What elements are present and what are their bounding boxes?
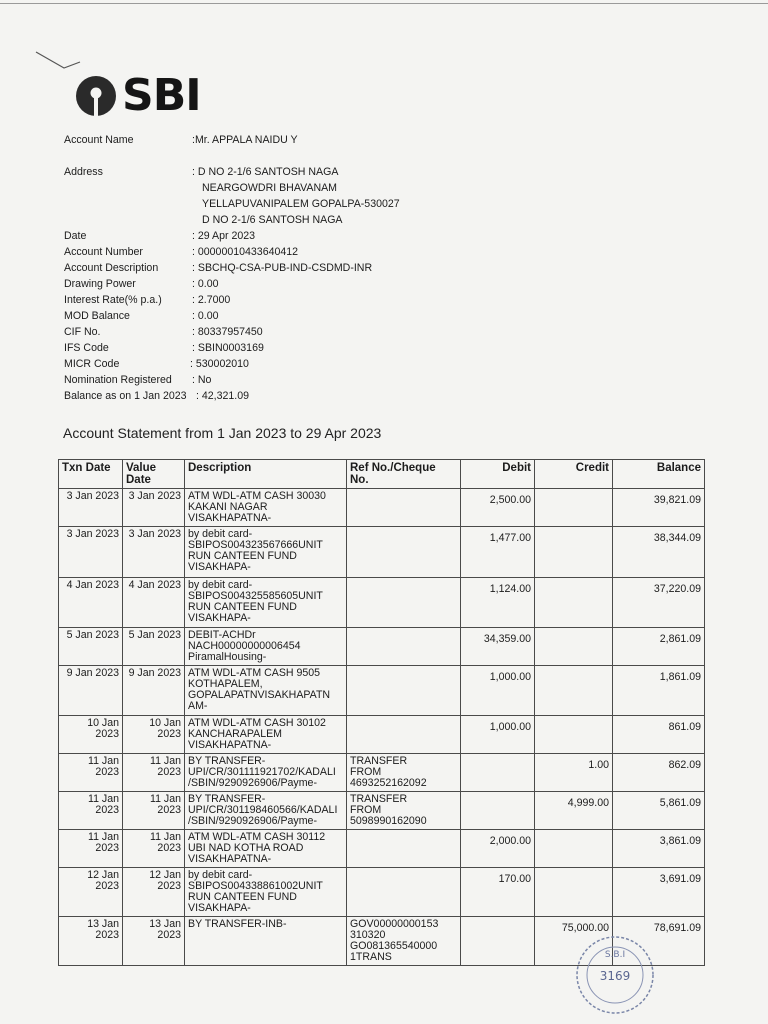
field-value: : 80337957450	[192, 326, 263, 338]
ref-cell: TRANSFER FROM 5098990162090	[347, 792, 461, 830]
table-row	[59, 489, 705, 527]
field-value: : SBIN0003169	[192, 342, 264, 354]
value-date-cell: 5 Jan 2023	[123, 628, 185, 666]
credit-cell	[535, 527, 613, 578]
txn-date-cell: 3 Jan 2023	[59, 489, 123, 527]
field-label: Account Description	[64, 262, 159, 274]
field-value: :Mr. APPALA NAIDU Y	[192, 134, 298, 146]
field-value: : SBCHQ-CSA-PUB-IND-CSDMD-INR	[192, 262, 373, 274]
header-debit: Debit	[461, 460, 535, 489]
txn-date-cell: 13 Jan 2023	[59, 917, 123, 966]
ref-cell	[347, 489, 461, 527]
header-ref-no: Ref No./Cheque No.	[347, 460, 461, 489]
debit-cell: 1,000.00	[461, 716, 535, 754]
ref-cell	[347, 527, 461, 578]
txn-date-cell: 10 Jan 2023	[59, 716, 123, 754]
ref-cell	[347, 868, 461, 917]
transactions-body	[59, 489, 705, 966]
credit-cell	[535, 578, 613, 628]
credit-cell	[535, 666, 613, 716]
credit-cell	[535, 489, 613, 527]
debit-cell: 1,000.00	[461, 666, 535, 716]
stamp-number: 3169	[599, 969, 631, 983]
txn-date-cell: 4 Jan 2023	[59, 578, 123, 628]
table-row	[59, 578, 705, 628]
field-value: D NO 2-1/6 SANTOSH NAGA	[202, 214, 343, 226]
ref-cell	[347, 666, 461, 716]
sbi-keyhole-logo-icon	[74, 74, 118, 118]
ref-cell	[347, 578, 461, 628]
description-cell: BY TRANSFER- UPI/CR/301198460566/KADALI /SBIN/9290926906/Payme-	[185, 792, 347, 830]
field-label: MOD Balance	[64, 310, 130, 322]
field-value: : 0.00	[192, 310, 219, 322]
value-date-cell: 11 Jan 2023	[123, 792, 185, 830]
table-header-row	[59, 460, 705, 489]
table-row	[59, 527, 705, 578]
description-cell: by debit card- SBIPOS004323567666UNIT RUN CANTEEN FUND VISAKHAPA-	[185, 527, 347, 578]
value-date-cell: 9 Jan 2023	[123, 666, 185, 716]
debit-cell: 34,359.00	[461, 628, 535, 666]
debit-cell: 170.00	[461, 868, 535, 917]
table-row	[59, 666, 705, 716]
value-date-cell: 10 Jan 2023	[123, 716, 185, 754]
ref-cell	[347, 716, 461, 754]
field-label: Address	[64, 166, 103, 178]
txn-date-cell: 11 Jan 2023	[59, 754, 123, 792]
txn-date-cell: 5 Jan 2023	[59, 628, 123, 666]
credit-cell	[535, 716, 613, 754]
value-date-cell: 13 Jan 2023	[123, 917, 185, 966]
value-date-cell: 11 Jan 2023	[123, 754, 185, 792]
header-credit: Credit	[535, 460, 613, 489]
txn-date-cell: 11 Jan 2023	[59, 792, 123, 830]
table-row	[59, 628, 705, 666]
credit-cell: 4,999.00	[535, 792, 613, 830]
debit-cell: 2,500.00	[461, 489, 535, 527]
field-value: : 0.00	[192, 278, 219, 290]
balance-cell: 37,220.09	[613, 578, 705, 628]
description-cell: by debit card- SBIPOS004338861002UNIT RUN CANTEEN FUND VISAKHAPA-	[185, 868, 347, 917]
header-value-date: Value Date	[123, 460, 185, 489]
balance-cell: 78,691.09	[613, 917, 705, 966]
txn-date-cell: 3 Jan 2023	[59, 527, 123, 578]
field-value: NEARGOWDRI BHAVANAM	[202, 182, 337, 194]
field-value: YELLAPUVANIPALEM GOPALPA-530027	[202, 198, 400, 210]
table-row	[59, 792, 705, 830]
credit-cell	[535, 868, 613, 917]
debit-cell: 2,000.00	[461, 830, 535, 868]
field-label: MICR Code	[64, 358, 120, 370]
description-cell: BY TRANSFER- UPI/CR/301111921702/KADALI /SBIN/9290926906/Payme-	[185, 754, 347, 792]
value-date-cell: 3 Jan 2023	[123, 527, 185, 578]
field-value: : 42,321.09	[196, 390, 250, 402]
debit-cell	[461, 792, 535, 830]
balance-cell: 3,861.09	[613, 830, 705, 868]
field-value: : 2.7000	[192, 294, 231, 306]
description-cell: ATM WDL-ATM CASH 30102 KANCHARAPALEM VISAKHAPATNA-	[185, 716, 347, 754]
table-row	[59, 716, 705, 754]
credit-cell: 1.00	[535, 754, 613, 792]
field-label: Nomination Registered	[64, 374, 172, 386]
bank-seal-stamp-icon	[570, 930, 660, 1020]
debit-cell: 1,477.00	[461, 527, 535, 578]
credit-cell: 75,000.00	[535, 917, 613, 966]
table-row	[59, 754, 705, 792]
credit-cell	[535, 830, 613, 868]
bank-name: SBI	[122, 70, 201, 121]
field-value: : 530002010	[190, 358, 249, 370]
value-date-cell: 12 Jan 2023	[123, 868, 185, 917]
description-cell: BY TRANSFER-INB-	[185, 917, 347, 966]
bank-logo	[74, 72, 201, 120]
stamp-text: S.B.I	[604, 950, 626, 960]
field-label: Account Number	[64, 246, 143, 258]
table-row	[59, 830, 705, 868]
field-label: Balance as on 1 Jan 2023	[64, 390, 187, 402]
field-value: : 29 Apr 2023	[192, 230, 256, 242]
balance-cell: 1,861.09	[613, 666, 705, 716]
field-label: Interest Rate(% p.a.)	[64, 294, 162, 306]
value-date-cell: 11 Jan 2023	[123, 830, 185, 868]
field-value: : No	[192, 374, 212, 386]
balance-cell: 861.09	[613, 716, 705, 754]
balance-cell: 862.09	[613, 754, 705, 792]
balance-cell: 2,861.09	[613, 628, 705, 666]
debit-cell: 1,124.00	[461, 578, 535, 628]
value-date-cell: 4 Jan 2023	[123, 578, 185, 628]
statement-title: Account Statement from 1 Jan 2023 to 29 Apr 2023	[63, 425, 382, 441]
field-label: Date	[64, 230, 87, 242]
description-cell: ATM WDL-ATM CASH 30030 KAKANI NAGAR VISAKHAPATNA-	[185, 489, 347, 527]
header-txn-date: Txn Date	[59, 460, 123, 489]
transactions-table	[58, 459, 705, 966]
field-label: CIF No.	[64, 326, 101, 338]
debit-cell	[461, 917, 535, 966]
txn-date-cell: 12 Jan 2023	[59, 868, 123, 917]
balance-cell: 39,821.09	[613, 489, 705, 527]
txn-date-cell: 9 Jan 2023	[59, 666, 123, 716]
balance-cell: 38,344.09	[613, 527, 705, 578]
header-description: Description	[185, 460, 347, 489]
value-date-cell: 3 Jan 2023	[123, 489, 185, 527]
field-label: Drawing Power	[64, 278, 136, 290]
debit-cell	[461, 754, 535, 792]
balance-cell: 3,691.09	[613, 868, 705, 917]
header-balance: Balance	[613, 460, 705, 489]
ref-cell	[347, 830, 461, 868]
field-value: : D NO 2-1/6 SANTOSH NAGA	[192, 166, 339, 178]
ref-cell: TRANSFER FROM 4693252162092	[347, 754, 461, 792]
description-cell: ATM WDL-ATM CASH 30112 UBI NAD KOTHA ROAD VISAKHAPATNA-	[185, 830, 347, 868]
field-value: : 00000010433640412	[192, 246, 299, 258]
top-rule	[0, 3, 768, 4]
ref-cell: GOV00000000153 310320 GO081365540000 1TRANS	[347, 917, 461, 966]
credit-cell	[535, 628, 613, 666]
description-cell: by debit card- SBIPOS004325585605UNIT RUN CANTEEN FUND VISAKHAPA-	[185, 578, 347, 628]
table-row	[59, 868, 705, 917]
ref-cell	[347, 628, 461, 666]
description-cell: ATM WDL-ATM CASH 9505 KOTHAPALEM, GOPALAPATNVISAKHAPATN AM-	[185, 666, 347, 716]
balance-cell: 5,861.09	[613, 792, 705, 830]
txn-date-cell: 11 Jan 2023	[59, 830, 123, 868]
description-cell: DEBIT-ACHDr NACH00000000006454 PiramalHousing-	[185, 628, 347, 666]
field-label: Account Name	[64, 134, 134, 146]
field-label: IFS Code	[64, 342, 109, 354]
